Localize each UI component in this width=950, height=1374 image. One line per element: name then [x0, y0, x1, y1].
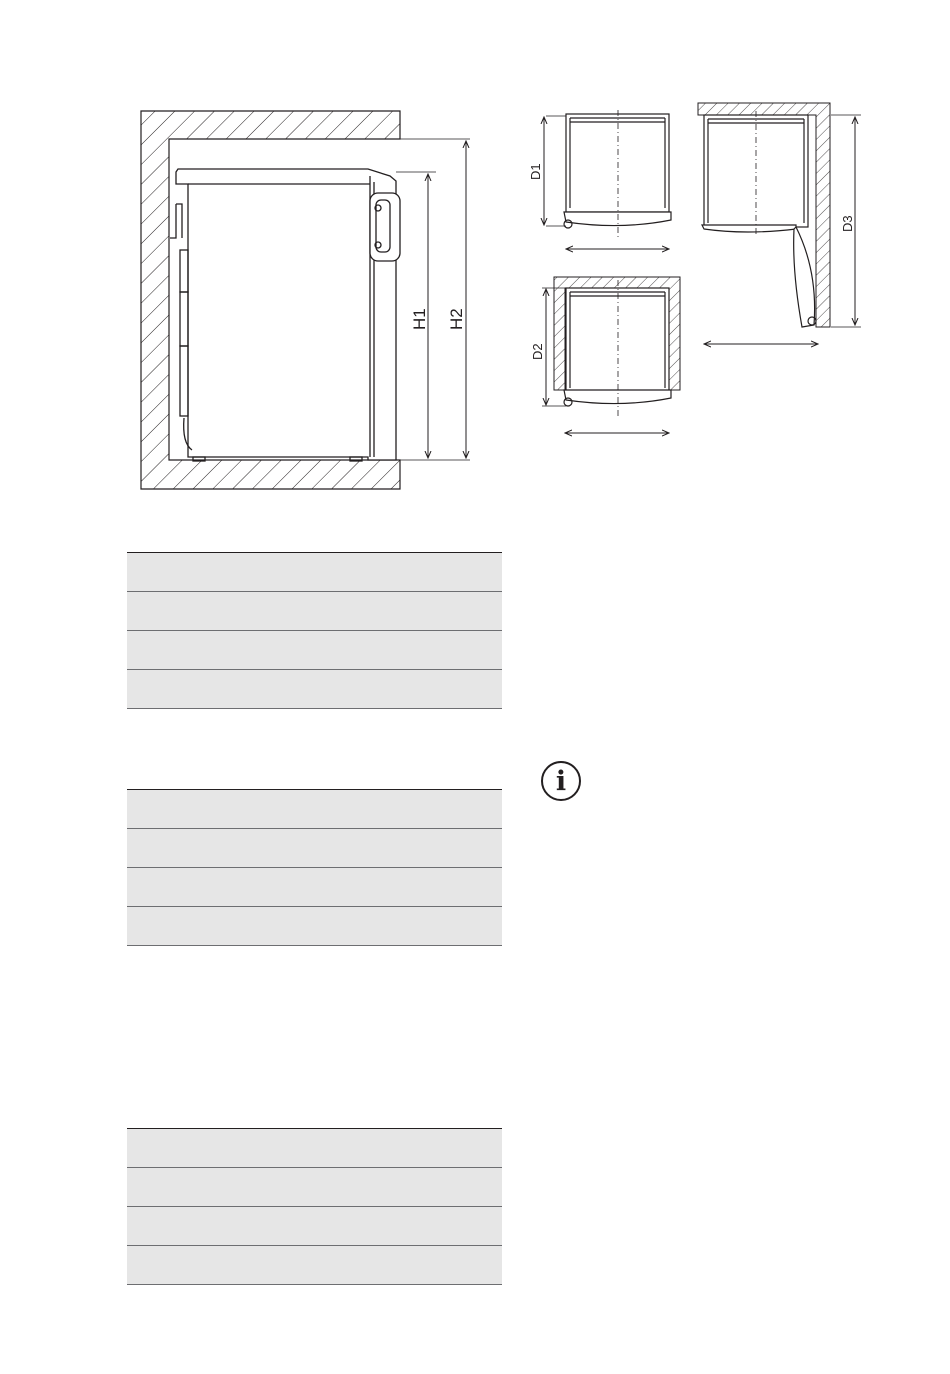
- table-row: [127, 1246, 502, 1285]
- top-view-d3-figure: [696, 101, 866, 351]
- appliance-top-drawing-d1: [564, 110, 671, 238]
- appliance-top-drawing-d2: [564, 280, 671, 416]
- top-view-d2-figure: [526, 274, 686, 444]
- h2-label: H2: [447, 308, 466, 330]
- info-icon-glyph: i: [555, 765, 567, 797]
- table-row: [127, 1168, 502, 1207]
- d1-label: D1: [528, 163, 543, 180]
- appliance-top-drawing-d3: [702, 111, 816, 327]
- table-row: [127, 553, 502, 592]
- table-row: [127, 829, 502, 868]
- side-view-figure: [138, 108, 488, 493]
- dimensions-table-1: [127, 552, 502, 709]
- table-row: [127, 1129, 502, 1168]
- dimensions-table-3: [127, 1128, 502, 1285]
- top-view-d1-figure: [526, 108, 676, 258]
- h1-label: H1: [410, 308, 429, 330]
- dimensions-table-2: [127, 789, 502, 946]
- table-row: [127, 670, 502, 709]
- table-row: [127, 790, 502, 829]
- d2-label: D2: [530, 343, 545, 360]
- d3-label: D3: [840, 215, 855, 232]
- appliance-side-drawing: [170, 169, 400, 461]
- table-row: [127, 1207, 502, 1246]
- table-row: [127, 631, 502, 670]
- info-icon: [541, 761, 581, 801]
- table-row: [127, 907, 502, 946]
- table-row: [127, 592, 502, 631]
- table-row: [127, 868, 502, 907]
